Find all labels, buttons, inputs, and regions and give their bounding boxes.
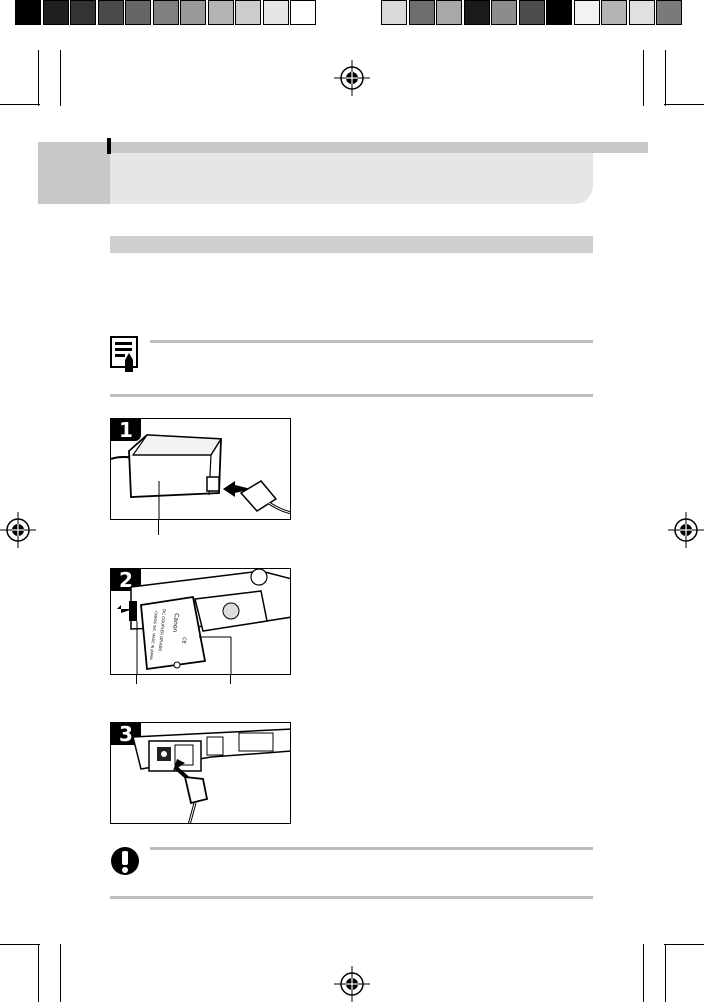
calibration-swatch — [601, 0, 627, 25]
step-number-badge: 1 — [111, 419, 141, 441]
header-top-rule — [110, 142, 648, 153]
calibration-swatch — [436, 0, 462, 25]
calibration-swatch — [574, 0, 600, 25]
registration-mark-right — [668, 512, 704, 548]
calibration-swatch — [208, 0, 234, 25]
step-1-illustration — [110, 418, 291, 520]
calibration-swatch — [409, 0, 435, 25]
note-bottom-rule — [110, 394, 593, 397]
calibration-swatch — [235, 0, 261, 25]
calibration-swatch — [125, 0, 151, 25]
section-heading-bar — [110, 236, 593, 253]
note-icon — [110, 336, 140, 374]
step-2-illustration — [110, 568, 291, 675]
calibration-swatch — [180, 0, 206, 25]
calibration-swatch — [491, 0, 517, 25]
coupler-ce-mark: CE — [180, 636, 187, 645]
calibration-swatch — [464, 0, 490, 25]
step-1-callout-line — [158, 519, 159, 535]
header-band — [110, 153, 593, 204]
step-number-badge: 3 — [111, 723, 141, 745]
caution-bottom-rule — [110, 896, 593, 899]
step-3-illustration — [110, 722, 291, 824]
registration-mark-left — [0, 512, 36, 548]
compact-power-adapter-drawing — [111, 419, 291, 520]
calibration-swatch — [263, 0, 289, 25]
note-top-rule — [150, 340, 593, 343]
coupler-model: DC COUPLER DR-600 — [157, 608, 167, 652]
caution-top-rule — [150, 847, 593, 850]
calibration-swatch — [43, 0, 69, 25]
step-2-callout-line-right — [230, 674, 231, 684]
coupler-maker: CANON INC. MADE IN JAPAN — [148, 610, 158, 660]
calibration-swatch — [519, 0, 545, 25]
coupler-brand: Canon — [171, 612, 180, 633]
calibration-swatch — [70, 0, 96, 25]
header-tab — [38, 142, 110, 204]
calibration-swatch — [153, 0, 179, 25]
registration-mark-bottom — [334, 966, 370, 1002]
calibration-swatch — [98, 0, 124, 25]
calibration-swatch — [629, 0, 655, 25]
calibration-swatch — [656, 0, 682, 25]
adapter-cord-connection-drawing — [111, 723, 291, 824]
calibration-swatch — [15, 0, 41, 25]
calibration-swatch — [290, 0, 316, 25]
calibration-swatch — [381, 0, 407, 25]
step-number-badge: 2 — [111, 569, 141, 591]
step-2-callout-line-left — [136, 674, 137, 684]
caution-icon — [110, 846, 140, 876]
dc-coupler-insertion-drawing — [111, 569, 291, 675]
calibration-swatch — [546, 0, 572, 25]
header-marker — [107, 138, 111, 154]
registration-mark-top — [334, 60, 370, 96]
